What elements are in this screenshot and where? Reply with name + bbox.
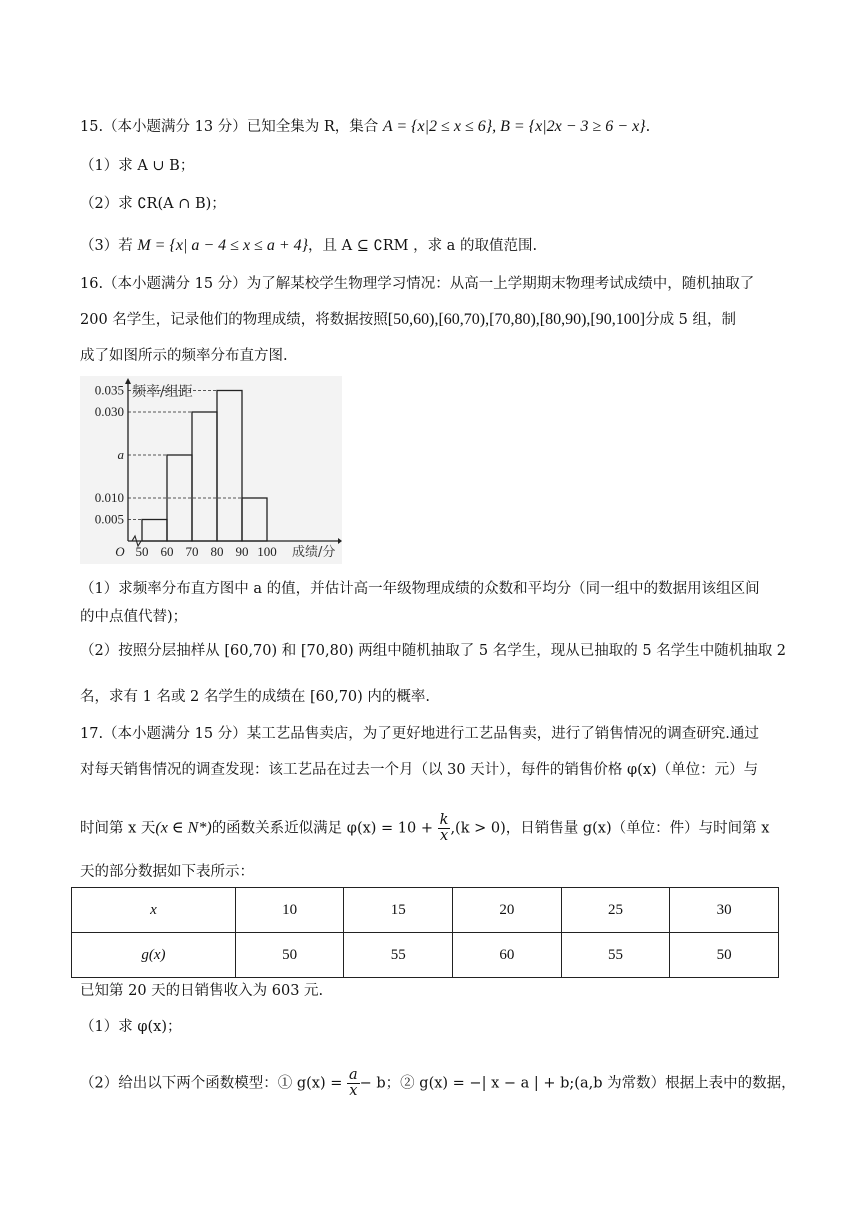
table-cell: g(x) bbox=[72, 933, 236, 978]
histogram-bar bbox=[217, 391, 242, 542]
q17-part1: （1）求 φ(x)； bbox=[80, 1019, 182, 1035]
x-tick-label: 90 bbox=[235, 544, 249, 559]
q15-part3-prefix: （3）若 bbox=[80, 238, 138, 254]
q17-line1: 17.（本小题满分 15 分）某工艺品售卖店，为了更好地进行工艺品售卖，进行了销售情况的调查研究.通过 bbox=[80, 726, 759, 742]
q16-part2-line2: 名，求有 1 名或 2 名学生的成绩在 [60,70) 内的概率. bbox=[80, 689, 431, 705]
table-cell: 60 bbox=[453, 933, 562, 978]
q15-part3-set: M = {x| a − 4 ≤ x ≤ a + 4} bbox=[137, 237, 309, 254]
y-axis-label: 频率/组距 bbox=[132, 384, 193, 400]
q17-part2-prefix: （2）给出以下两个函数模型：① g(x) = bbox=[80, 1075, 347, 1092]
q17-line3-mid: 的函数关系近似满足 φ(x) = 10 + bbox=[211, 820, 438, 837]
q15-part2: （2）求 ∁R(A ∩ B)； bbox=[80, 196, 226, 212]
y-tick-label: 0.035 bbox=[94, 382, 124, 398]
q16-intervals: [50,60),[60,70),[70,80),[80,90),[90,100] bbox=[387, 311, 646, 328]
q15-period: . bbox=[645, 119, 651, 135]
q15-part3-suffix: ，且 A ⊆ ∁RM ，求 a 的取值范围. bbox=[308, 238, 538, 254]
x-axis-label: 成绩/分 bbox=[292, 545, 336, 560]
table-cell: 55 bbox=[561, 933, 670, 978]
histogram-bar bbox=[142, 520, 167, 542]
q17-line2: 对每天销售情况的调查发现：该工艺品在过去一个月（以 30 天计），每件的销售价格 φ(x)（单位：元）与 bbox=[80, 762, 759, 778]
table-cell: 25 bbox=[561, 888, 670, 933]
x-tick-label: 80 bbox=[210, 544, 224, 559]
histogram-bar bbox=[242, 498, 267, 541]
x-tick-label: 100 bbox=[257, 544, 277, 559]
q16-part1-line2: 的中点值代替)； bbox=[80, 609, 188, 625]
q17-part2-fraction bbox=[347, 1068, 360, 1099]
q16-line2-prefix: 200 名学生，记录他们的物理成绩，将数据按照 bbox=[80, 312, 388, 328]
table-row bbox=[72, 888, 779, 933]
q17-frac-den: x bbox=[439, 828, 449, 844]
table-cell: 20 bbox=[453, 888, 562, 933]
histogram-svg bbox=[80, 376, 342, 564]
q15-part1: （1）求 A ∪ B； bbox=[80, 158, 195, 174]
q17-part2-frac-num: a bbox=[348, 1067, 358, 1083]
q17-domain: (x ∈ N*) bbox=[155, 819, 212, 837]
y-axis-arrow bbox=[125, 378, 131, 384]
table-cell: 50 bbox=[670, 933, 779, 978]
q15-stem bbox=[80, 116, 650, 138]
q17-line4: 天的部分数据如下表所示： bbox=[80, 864, 254, 880]
q17-part2-frac-den: x bbox=[349, 1083, 358, 1099]
q16-part2-line1: （2）按照分层抽样从 [60,70) 和 [70,80) 两组中随机抽取了 5 名学生，现从已抽取的 5 名学生中随机抽取 2 bbox=[80, 643, 787, 659]
q17-line3-prefix: 时间第 x 天 bbox=[80, 820, 156, 837]
q17-after-table: 已知第 20 天的日销售收入为 603 元. bbox=[80, 983, 324, 999]
histogram-bar bbox=[192, 412, 217, 541]
table-row bbox=[72, 933, 779, 978]
q17-line3 bbox=[80, 813, 769, 844]
q16-line1: 16.（本小题满分 15 分）为了解某校学生物理学习情况：从高一上学期期末物理考试成绩中，随机抽取了 bbox=[80, 276, 755, 292]
q15-sets: A = {x|2 ≤ x ≤ 6}, B = {x|2x − 3 ≥ 6 − x} bbox=[382, 118, 646, 135]
table-cell: 15 bbox=[344, 888, 453, 933]
q16-line3: 成了如图所示的频率分布直方图. bbox=[80, 348, 288, 364]
histogram-figure bbox=[80, 376, 342, 564]
y-tick-label: 0.005 bbox=[94, 511, 124, 527]
table-cell: 10 bbox=[235, 888, 344, 933]
q17-frac-num: k bbox=[439, 812, 449, 828]
y-tick-label: 0.010 bbox=[94, 490, 124, 505]
x-tick-label: 60 bbox=[160, 544, 174, 559]
x-tick-label: 70 bbox=[185, 544, 199, 559]
table-cell: 50 bbox=[235, 933, 344, 978]
x-tick-label: 50 bbox=[135, 544, 149, 559]
q16-line2-suffix: 分成 5 组，制 bbox=[645, 312, 737, 328]
y-tick-label: 0.030 bbox=[94, 404, 124, 419]
x-axis-arrow bbox=[338, 538, 342, 544]
q16-part1-line1: （1）求频率分布直方图中 a 的值，并估计高一年级物理成绩的众数和平均分（同一组中的数据用该组区间 bbox=[80, 581, 760, 597]
q17-part2 bbox=[80, 1068, 796, 1099]
table-cell: 30 bbox=[670, 888, 779, 933]
q15-part3 bbox=[80, 235, 537, 257]
sales-table bbox=[71, 887, 779, 978]
table-cell: 55 bbox=[344, 933, 453, 978]
q16-line2 bbox=[80, 309, 736, 331]
origin-label: O bbox=[115, 544, 125, 559]
q15-header: 15.（本小题满分 13 分）已知全集为 R，集合 bbox=[80, 119, 383, 135]
y-tick-label: a bbox=[117, 447, 124, 462]
q17-line3-suffix: ,(k > 0)，日销售量 g(x)（单位：件）与时间第 x bbox=[450, 820, 770, 837]
table-cell: x bbox=[72, 888, 236, 933]
q17-part2-suffix: − b；② g(x) = −| x − a | + b;(a,b 为常数）根据上表中的数据， bbox=[359, 1075, 796, 1092]
q17-fraction bbox=[438, 813, 451, 844]
